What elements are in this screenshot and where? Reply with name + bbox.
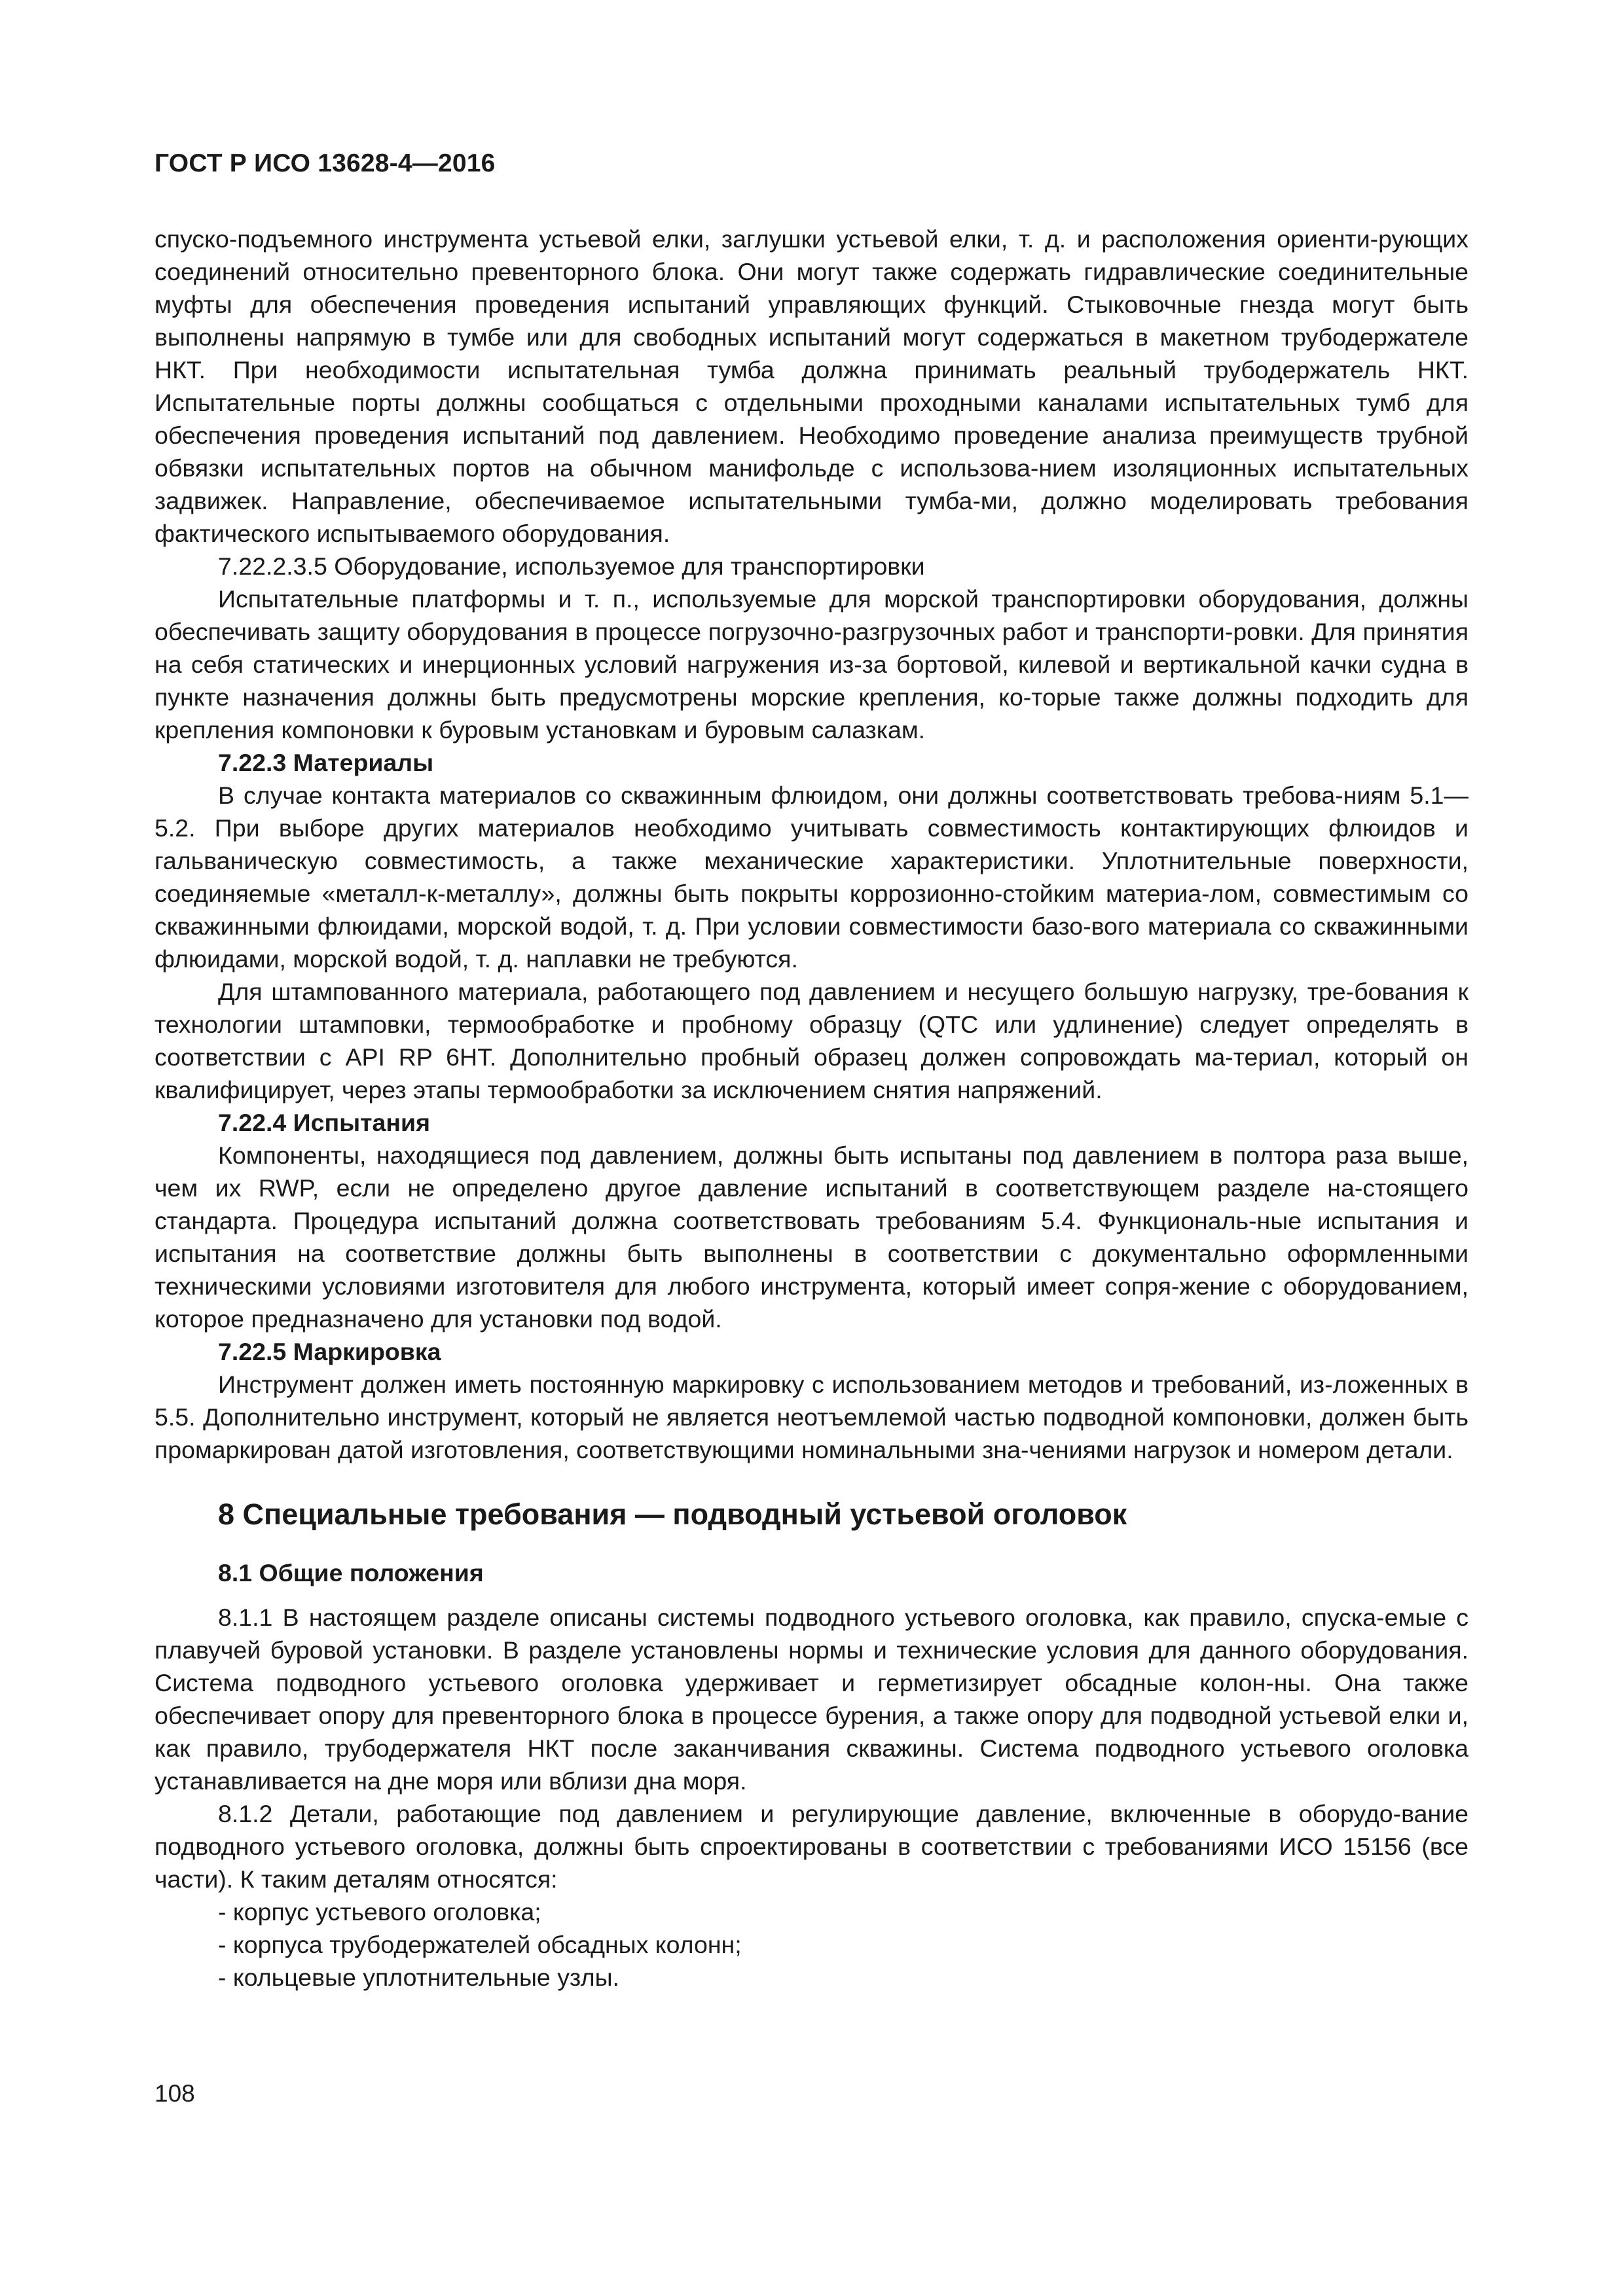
paragraph-marking: Инструмент должен иметь постоянную маркировку с использованием методов и требований, из-ложенных в 5.5. Дополнительно инструмент, который не является неотъемлемой частью подводной компоновки, должен быть промаркирован датой изготовления, соответствующими номинальными зна-чениями нагрузок и номером детали. <box>155 1371 1468 1463</box>
paragraph-8-1-1: 8.1.1 В настоящем разделе описаны системы подводного устьевого оголовка, как правило, спуска-емые с плавучей буровой установки. В разделе установлены нормы и технические условия для данного оборудования. Система подводного устьевого оголовка удерживает и герметизирует обсадные колон-ны. Она также обеспечивает опору для превенторного блока в процессе бурения, а также опору для подводной устьевой елки и, как правило, трубодержателя НКТ после заканчивания скважины. Система подводного устьевого оголовка устанавливается на дне моря или вблизи дна моря. <box>155 1604 1468 1795</box>
paragraph-continuation: спуско-подъемного инструмента устьевой елки, заглушки устьевой елки, т. д. и расположения ориенти-рующих соединений относительно превенторного блока. Они могут также содержать гидравлические соединительные муфты для обеспечения проведения испытаний управляющих функций. Стыковочные гнезда могут быть выполнены напрямую в тумбе или для свободных испытаний могут содержаться в макетном трубодержателе НКТ. При необходимости испытательная тумба должна принимать реальный трубодержатель НКТ. Испытательные порты должны сообщаться с отдельными проходными каналами испытательных тумб для обеспечения проведения испытаний под давлением. Необходимо проведение анализа преимуществ трубной обвязки испытательных портов на обычном манифольде с использова-нием изоляционных испытательных задвижек. Направление, обеспечиваемое испытательными тумба-ми, должно моделировать требования фактического испытываемого оборудования. <box>155 225 1468 547</box>
paragraph-materials-1: В случае контакта материалов со скважинным флюидом, они должны соответствовать требова-ниям 5.1—5.2. При выборе других материалов необходимо учитывать совместимость контактирующих флюидов и гальваническую совместимость, а также механические характеристики. Уплотнительные поверхности, соединяемые «металл-к-металлу», должны быть покрыты коррозионно-стойким материа-лом, совместимым со скважинными флюидами, морской водой, т. д. При условии совместимости базо-вого материала со скважинными флюидами, морской водой, т. д. наплавки не требуются. <box>155 781 1468 973</box>
list-item: - корпуса трубодержателей обсадных колонн; <box>218 1931 742 1958</box>
list-item: - кольцевые уплотнительные узлы. <box>218 1964 619 1991</box>
subsection-heading-7-22-4: 7.22.4 Испытания <box>218 1109 430 1136</box>
paragraph-testing: Компоненты, находящиеся под давлением, должны быть испытаны под давлением в полтора раза выше, чем их RWP, если не определено другое давление испытаний в соответствующем разделе на-стоящего стандарта. Процедура испытаний должна соответствовать требованиям 5.4. Функциональ-ные испытания и испытания на соответствие должны быть выполнены в соответствии с документально оформленными техническими условиями изготовителя для любого инструмента, который имеет сопря-жение с оборудованием, которое предназначено для установки под водой. <box>155 1141 1468 1333</box>
parts-list <box>155 1895 1468 1994</box>
subsection-heading-8-1: 8.1 Общие положения <box>218 1559 484 1587</box>
paragraph-transport: Испытательные платформы и т. п., используемые для морской транспортировки оборудования, должны обеспечивать защиту оборудования в процессе погрузочно-разгрузочных работ и транспорти-ровки. Для принятия на себя статических и инерционных условий нагружения из-за бортовой, килевой и вертикальной качки судна в пункте назначения должны быть предусмотрены морские крепления, ко-торые также должны подходить для крепления компоновки к буровым установкам и буровым салазкам. <box>155 585 1468 744</box>
paragraph-materials-2: Для штампованного материала, работающего под давлением и несущего большую нагрузку, тре-бования к технологии штамповки, термообработке и пробному образцу (QTC или удлинение) следует определять в соответствии с API RP 6HT. Дополнительно пробный образец должен сопровождать ма-териал, который он квалифицирует, через этапы термообработки за исключением снятия напряжений. <box>155 978 1468 1103</box>
list-item: - корпус устьевого оголовка; <box>218 1898 541 1926</box>
page-number: 108 <box>155 2080 195 2107</box>
document-body <box>155 223 1468 1994</box>
subsection-heading-7-22-3: 7.22.3 Материалы <box>218 749 434 776</box>
subsection-heading-7-22-2-3-5: 7.22.2.3.5 Оборудование, используемое для транспортировки <box>218 552 925 580</box>
document-header: ГОСТ Р ИСО 13628-4—2016 <box>155 149 496 177</box>
section-heading-8: 8 Специальные требования — подводный устьевой оголовок <box>218 1498 1127 1531</box>
paragraph-8-1-2: 8.1.2 Детали, работающие под давлением и регулирующие давление, включенные в оборудо-вание подводного устьевого оголовка, должны быть спроектированы в соответствии с требованиями ИСО 15156 (все части). К таким деталям относятся: <box>155 1800 1468 1893</box>
subsection-heading-7-22-5: 7.22.5 Маркировка <box>218 1338 441 1365</box>
